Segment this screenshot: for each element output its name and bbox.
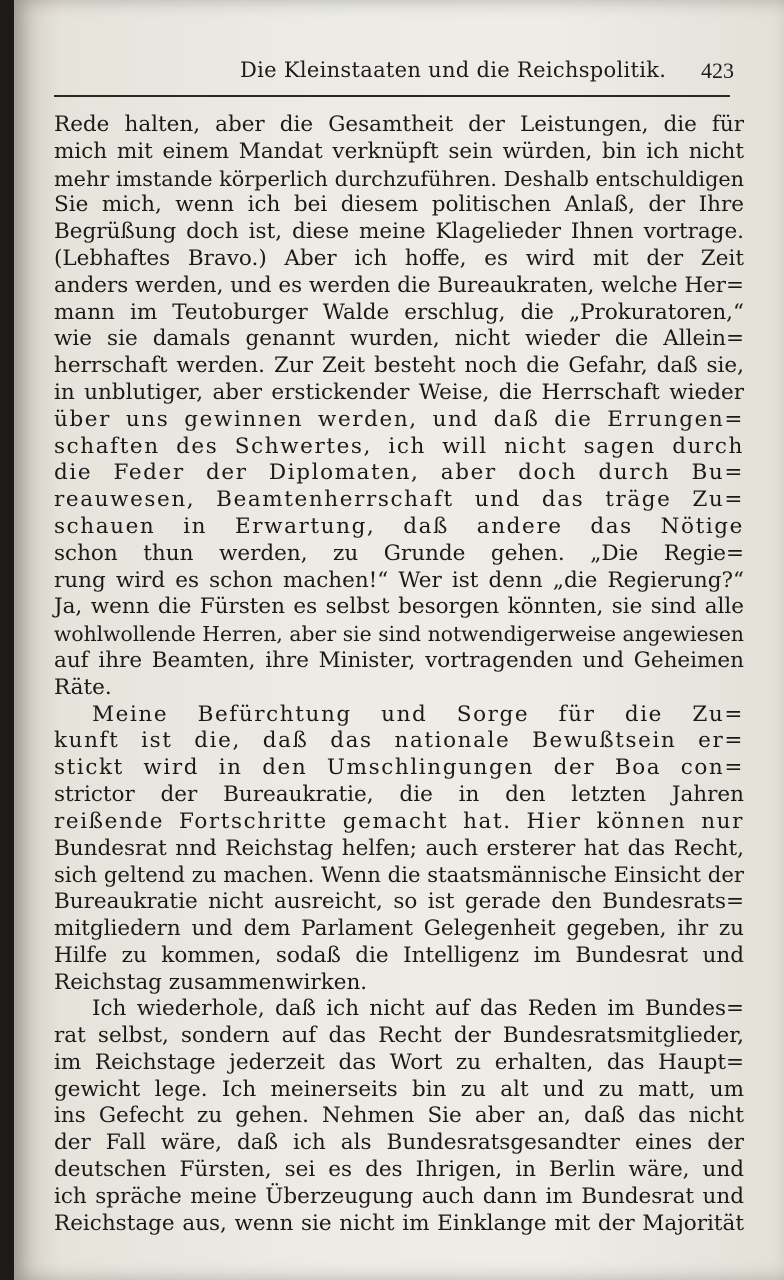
text-line: ins Gefecht zu gehen. Nehmen Sie aber an, daß das nicht bbox=[54, 1103, 744, 1129]
text-line: reißende Fortschritte gemacht hat. Hier können nur bbox=[54, 808, 744, 834]
text-line: Reichstag zusammenwirken. bbox=[54, 969, 368, 995]
text-line: ich spräche meine Überzeugung auch dann im Bundesrat und bbox=[54, 1183, 744, 1209]
body-text bbox=[54, 112, 744, 1237]
text-line: Rede halten, aber die Gesamtheit der Leistungen, die für bbox=[54, 112, 744, 137]
text-line: stickt wird in den Umschlingungen der Boa con= bbox=[54, 755, 744, 781]
text-line: mitgliedern und dem Parlament Gelegenheit gegeben, ihr zu bbox=[54, 915, 744, 941]
text-line: Meine Befürchtung und Sorge für die Zu= bbox=[92, 701, 744, 727]
text-line: Ich wiederhole, daß ich nicht auf das Reden im Bundes= bbox=[92, 996, 744, 1022]
book-page bbox=[14, 0, 784, 1280]
text-line: rat selbst, sondern auf das Recht der Bundesratsmitglieder, bbox=[54, 1023, 744, 1049]
text-line: Bundesrat nnd Reichstag helfen; auch ersterer hat das Recht, bbox=[54, 835, 744, 861]
text-line: sich geltend zu machen. Wenn die staatsmännische Einsicht der bbox=[54, 862, 744, 888]
text-line: auf ihre Beamten, ihre Minister, vortragenden und Geheimen bbox=[54, 647, 744, 673]
text-line: die Feder der Diplomaten, aber doch durch Bu= bbox=[54, 460, 744, 486]
text-line: anders werden, und es werden die Bureaukraten, welche Her= bbox=[54, 272, 744, 298]
text-line: mich mit einem Mandat verknüpft sein würden, bin ich nicht bbox=[54, 138, 744, 164]
text-line: der Fall wäre, daß ich als Bundesratsgesandter eines der bbox=[54, 1130, 744, 1156]
text-line: Bureaukratie nicht ausreicht, so ist gerade den Bundesrats= bbox=[54, 889, 744, 915]
text-line: Sie mich, wenn ich bei diesem politischen Anlaß, der Ihre bbox=[54, 192, 744, 218]
text-line: rung wird es schon machen!“ Wer ist denn „die Regierung?“ bbox=[54, 567, 744, 593]
text-line: wohlwollende Herren, aber sie sind notwendigerweise angewiesen bbox=[54, 622, 744, 647]
text-line: über uns gewinnen werden, und daß die Errungen= bbox=[54, 406, 744, 432]
text-line: Räte. bbox=[54, 674, 112, 700]
text-line: in unblutiger, aber erstickender Weise, die Herrschaft wieder bbox=[54, 379, 744, 405]
text-line: Begrüßung doch ist, diese meine Klagelieder Ihnen vortrage. bbox=[54, 219, 744, 245]
text-line: deutschen Fürsten, sei es des Ihrigen, in Berlin wäre, und bbox=[54, 1157, 744, 1183]
page-number: 423 bbox=[701, 58, 734, 83]
text-line: Hilfe zu kommen, sodaß die Intelligenz im Bundesrat und bbox=[54, 942, 744, 968]
text-line: Reichstage aus, wenn sie nicht im Einklange mit der Majorität bbox=[54, 1210, 744, 1236]
text-line: (Lebhaftes Bravo.) Aber ich hoffe, es wird mit der Zeit bbox=[54, 245, 744, 271]
text-line: schon thun werden, zu Grunde gehen. „Die Regie= bbox=[54, 540, 744, 566]
page-header bbox=[54, 56, 734, 96]
running-title: Die Kleinstaaten und die Reichspolitik. bbox=[240, 58, 667, 82]
text-line: mehr imstande körperlich durchzuführen. Deshalb entschuldigen bbox=[54, 166, 744, 191]
header-rule bbox=[54, 95, 730, 97]
text-line: schaften des Schwertes, ich will nicht sagen durch bbox=[54, 433, 744, 459]
text-line: kunft ist die, daß das nationale Bewußtsein er= bbox=[54, 728, 744, 754]
text-line: wie sie damals genannt wurden, nicht wieder die Allein= bbox=[54, 326, 744, 352]
text-line: Ja, wenn die Fürsten es selbst besorgen könnten, sie sind alle bbox=[54, 594, 744, 620]
text-line: mann im Teutoburger Walde erschlug, die „Prokuratoren,“ bbox=[54, 299, 744, 325]
text-line: im Reichstage jederzeit das Wort zu erhalten, das Haupt= bbox=[54, 1049, 744, 1075]
text-line: herrschaft werden. Zur Zeit besteht noch die Gefahr, daß sie, bbox=[54, 353, 744, 379]
text-line: reauwesen, Beamtenherrschaft und das träge Zu= bbox=[54, 487, 744, 513]
text-line: strictor der Bureaukratie, die in den letzten Jahren bbox=[54, 781, 744, 807]
text-line: gewicht lege. Ich meinerseits bin zu alt und zu matt, um bbox=[54, 1076, 744, 1102]
text-line: schauen in Erwartung, daß andere das Nötige bbox=[54, 513, 744, 539]
